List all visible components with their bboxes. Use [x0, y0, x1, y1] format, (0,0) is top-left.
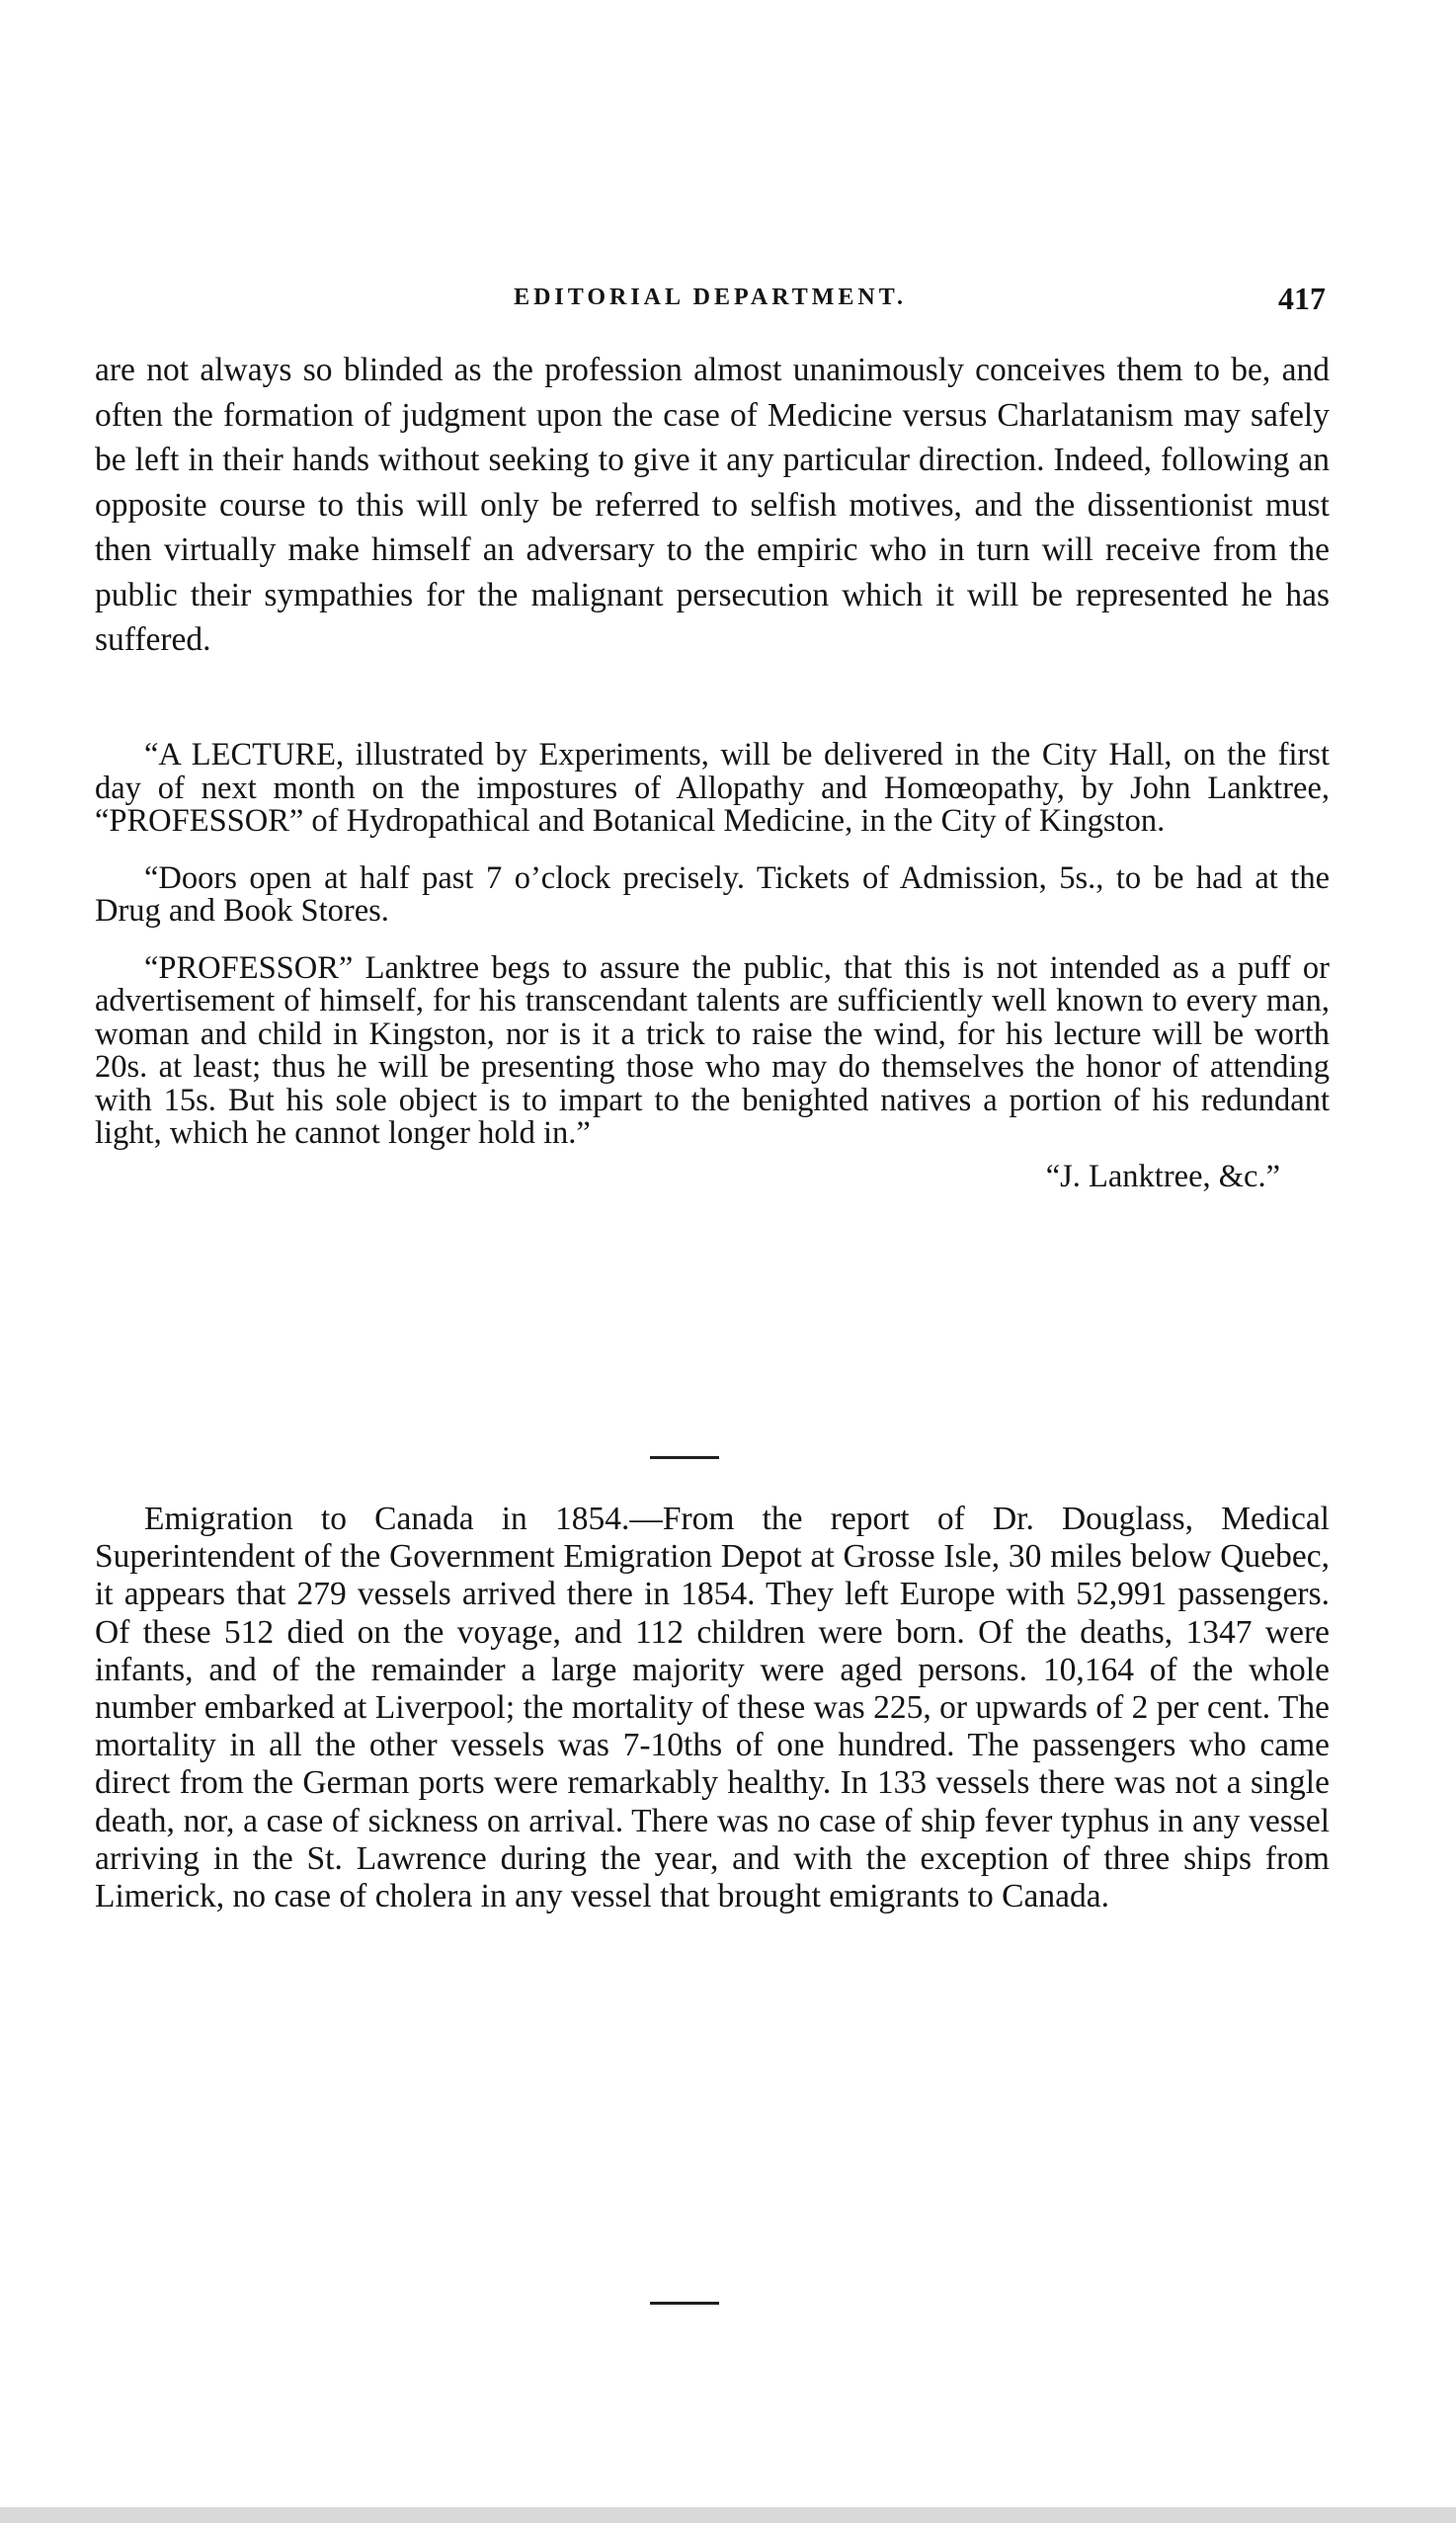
emigration-article: [95, 1501, 1330, 1915]
scan-bottom-edge: [0, 2507, 1456, 2523]
paragraph-profession-charlatanism: are not always so blinded as the profession almost unanimously conceives them to be, and often the formation of judgment upon the case of Medicine versus Charlatanism may safely be left in their hands without seeking to give it any particular direction. Indeed, following an opposite course to this will only be referred to selfish motives, and the dissentionist must then virtually make himself an adversary to the empiric who in turn will receive from the public their sympathies for the malignant persecution which it will be represented he has suffered.: [95, 352, 1330, 658]
paragraph-lecture-announcement: “A LECTURE, illustrated by Experiments, will be delivered in the City Hall, on the first day of next month on the impostures of Allopathy and Homœopathy, by John Lanktree, “PROFESSOR” of Hydropathical and Botanical Medicine, in the City of Kingston.: [95, 737, 1330, 839]
section-divider: [650, 2302, 719, 2305]
paragraph-professor-assurance: “PROFESSOR” Lanktree begs to assure the public, that this is not intended as a puff or advertisement of himself, for his transcendant talents are sufficiently well known to every man, woman and child in Kingston, nor is it a trick to raise the wind, for his lecture will be worth 20s. at least; thus he will be presenting those who may do themselves the honor of attending with 15s. But his sole object is to impart to the benighted natives a portion of his redundant light, which he cannot longer hold in.”: [95, 949, 1330, 1151]
page-number: 417: [1278, 281, 1326, 316]
signature-lanktree: “J. Lanktree, &c.”: [1045, 1158, 1280, 1194]
running-head: [95, 281, 1326, 320]
section-divider: [650, 1456, 719, 1459]
lecture-advertisement-quote: [95, 739, 1330, 1193]
paragraph-emigration-canada: Emigration to Canada in 1854.—From the report of Dr. Douglass, Medical Superintendent of the Government Emigration Depot at Grosse Isle, 30 miles below Quebec, it appears that 279 vessels arrived there in 1854. They left Europe with 52,991 passengers. Of these 512 died on the voyage, and 112 children were born. Of the deaths, 1347 were infants, and of the remainder a large majority were aged persons. 10,164 of the whole number embarked at Liverpool; the mortality of these was 225, or upwards of 2 per cent. The mortality in all the other vessels was 7-10ths of one hundred. The passengers who came direct from the German ports were remarkably healthy. In 133 vessels there was not a single death, nor, a case of sickness on arrival. There was no case of ship fever typhus in any vessel arriving in the St. Lawrence during the year, and with the exception of three ships from Limerick, no case of cholera in any vessel that brought emigrants to Canada.: [95, 1501, 1330, 1915]
running-title: EDITORIAL DEPARTMENT.: [514, 285, 907, 310]
paragraph-doors-tickets: “Doors open at half past 7 o’clock precisely. Tickets of Admission, 5s., to be had at the Drug and Book Stores.: [95, 859, 1330, 929]
continued-paragraph-block: [95, 348, 1330, 663]
